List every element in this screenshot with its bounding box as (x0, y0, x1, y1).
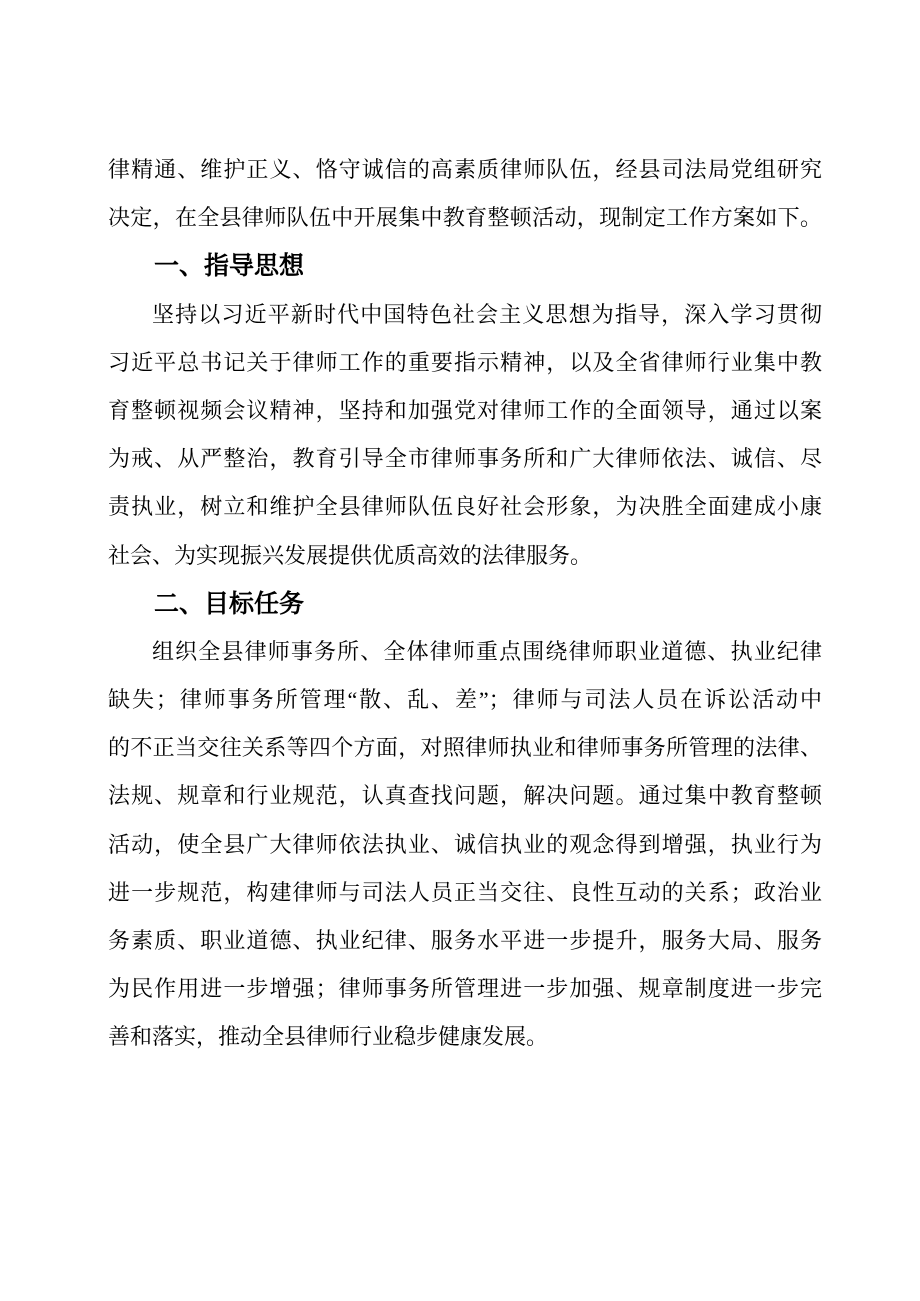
document-line: 社会、为实现振兴发展提供优质高效的法律服务。 (108, 542, 593, 568)
section-heading-target-tasks: 二、目标任务 (154, 589, 305, 618)
document-line: 善和落实，推动全县律师行业稳步健康发展。 (108, 1024, 549, 1050)
document-line: 为戒、从严整治，教育引导全市律师事务所和广大律师依法、诚信、尽 (108, 446, 822, 472)
document-line: 缺失；律师事务所管理“散、乱、差”；律师与司法人员在诉讼活动中 (108, 687, 822, 713)
document-line: 务素质、职业道德、执业纪律、服务水平进一步提升，服务大局、服务 (108, 928, 822, 953)
document-line: 活动，使全县广大律师依法执业、诚信执业的观念得到增强，执业行为 (108, 831, 822, 857)
document-line: 育整顿视频会议精神，坚持和加强党对律师工作的全面领导，通过以案 (108, 397, 822, 423)
document-line: 进一步规范，构建律师与司法人员正当交往、良性互动的关系；政治业 (108, 879, 822, 905)
document-line: 为民作用进一步增强；律师事务所管理进一步加强、规章制度进一步完 (108, 976, 822, 1002)
document-line: 习近平总书记关于律师工作的重要指示精神，以及全省律师行业集中教 (108, 349, 822, 375)
document-line: 的不正当交往关系等四个方面，对照律师执业和律师事务所管理的法律、 (108, 735, 822, 761)
document-line: 律精通、维护正义、恪守诚信的高素质律师队伍，经县司法局党组研究 (108, 157, 822, 182)
document-line: 组织全县律师事务所、全体律师重点围绕律师职业道德、执业纪律 (152, 638, 822, 664)
document-line: 责执业，树立和维护全县律师队伍良好社会形象，为决胜全面建成小康 (108, 494, 822, 520)
section-heading-guiding-ideology: 一、指导思想 (154, 252, 305, 281)
document-line: 法规、规章和行业规范，认真查找问题，解决问题。通过集中教育整顿 (108, 783, 822, 809)
document-line: 决定，在全县律师队伍中开展集中教育整顿活动，现制定工作方案如下。 (108, 205, 822, 231)
document-content (108, 146, 822, 1062)
document-line: 坚持以习近平新时代中国特色社会主义思想为指导，深入学习贯彻 (152, 301, 822, 327)
